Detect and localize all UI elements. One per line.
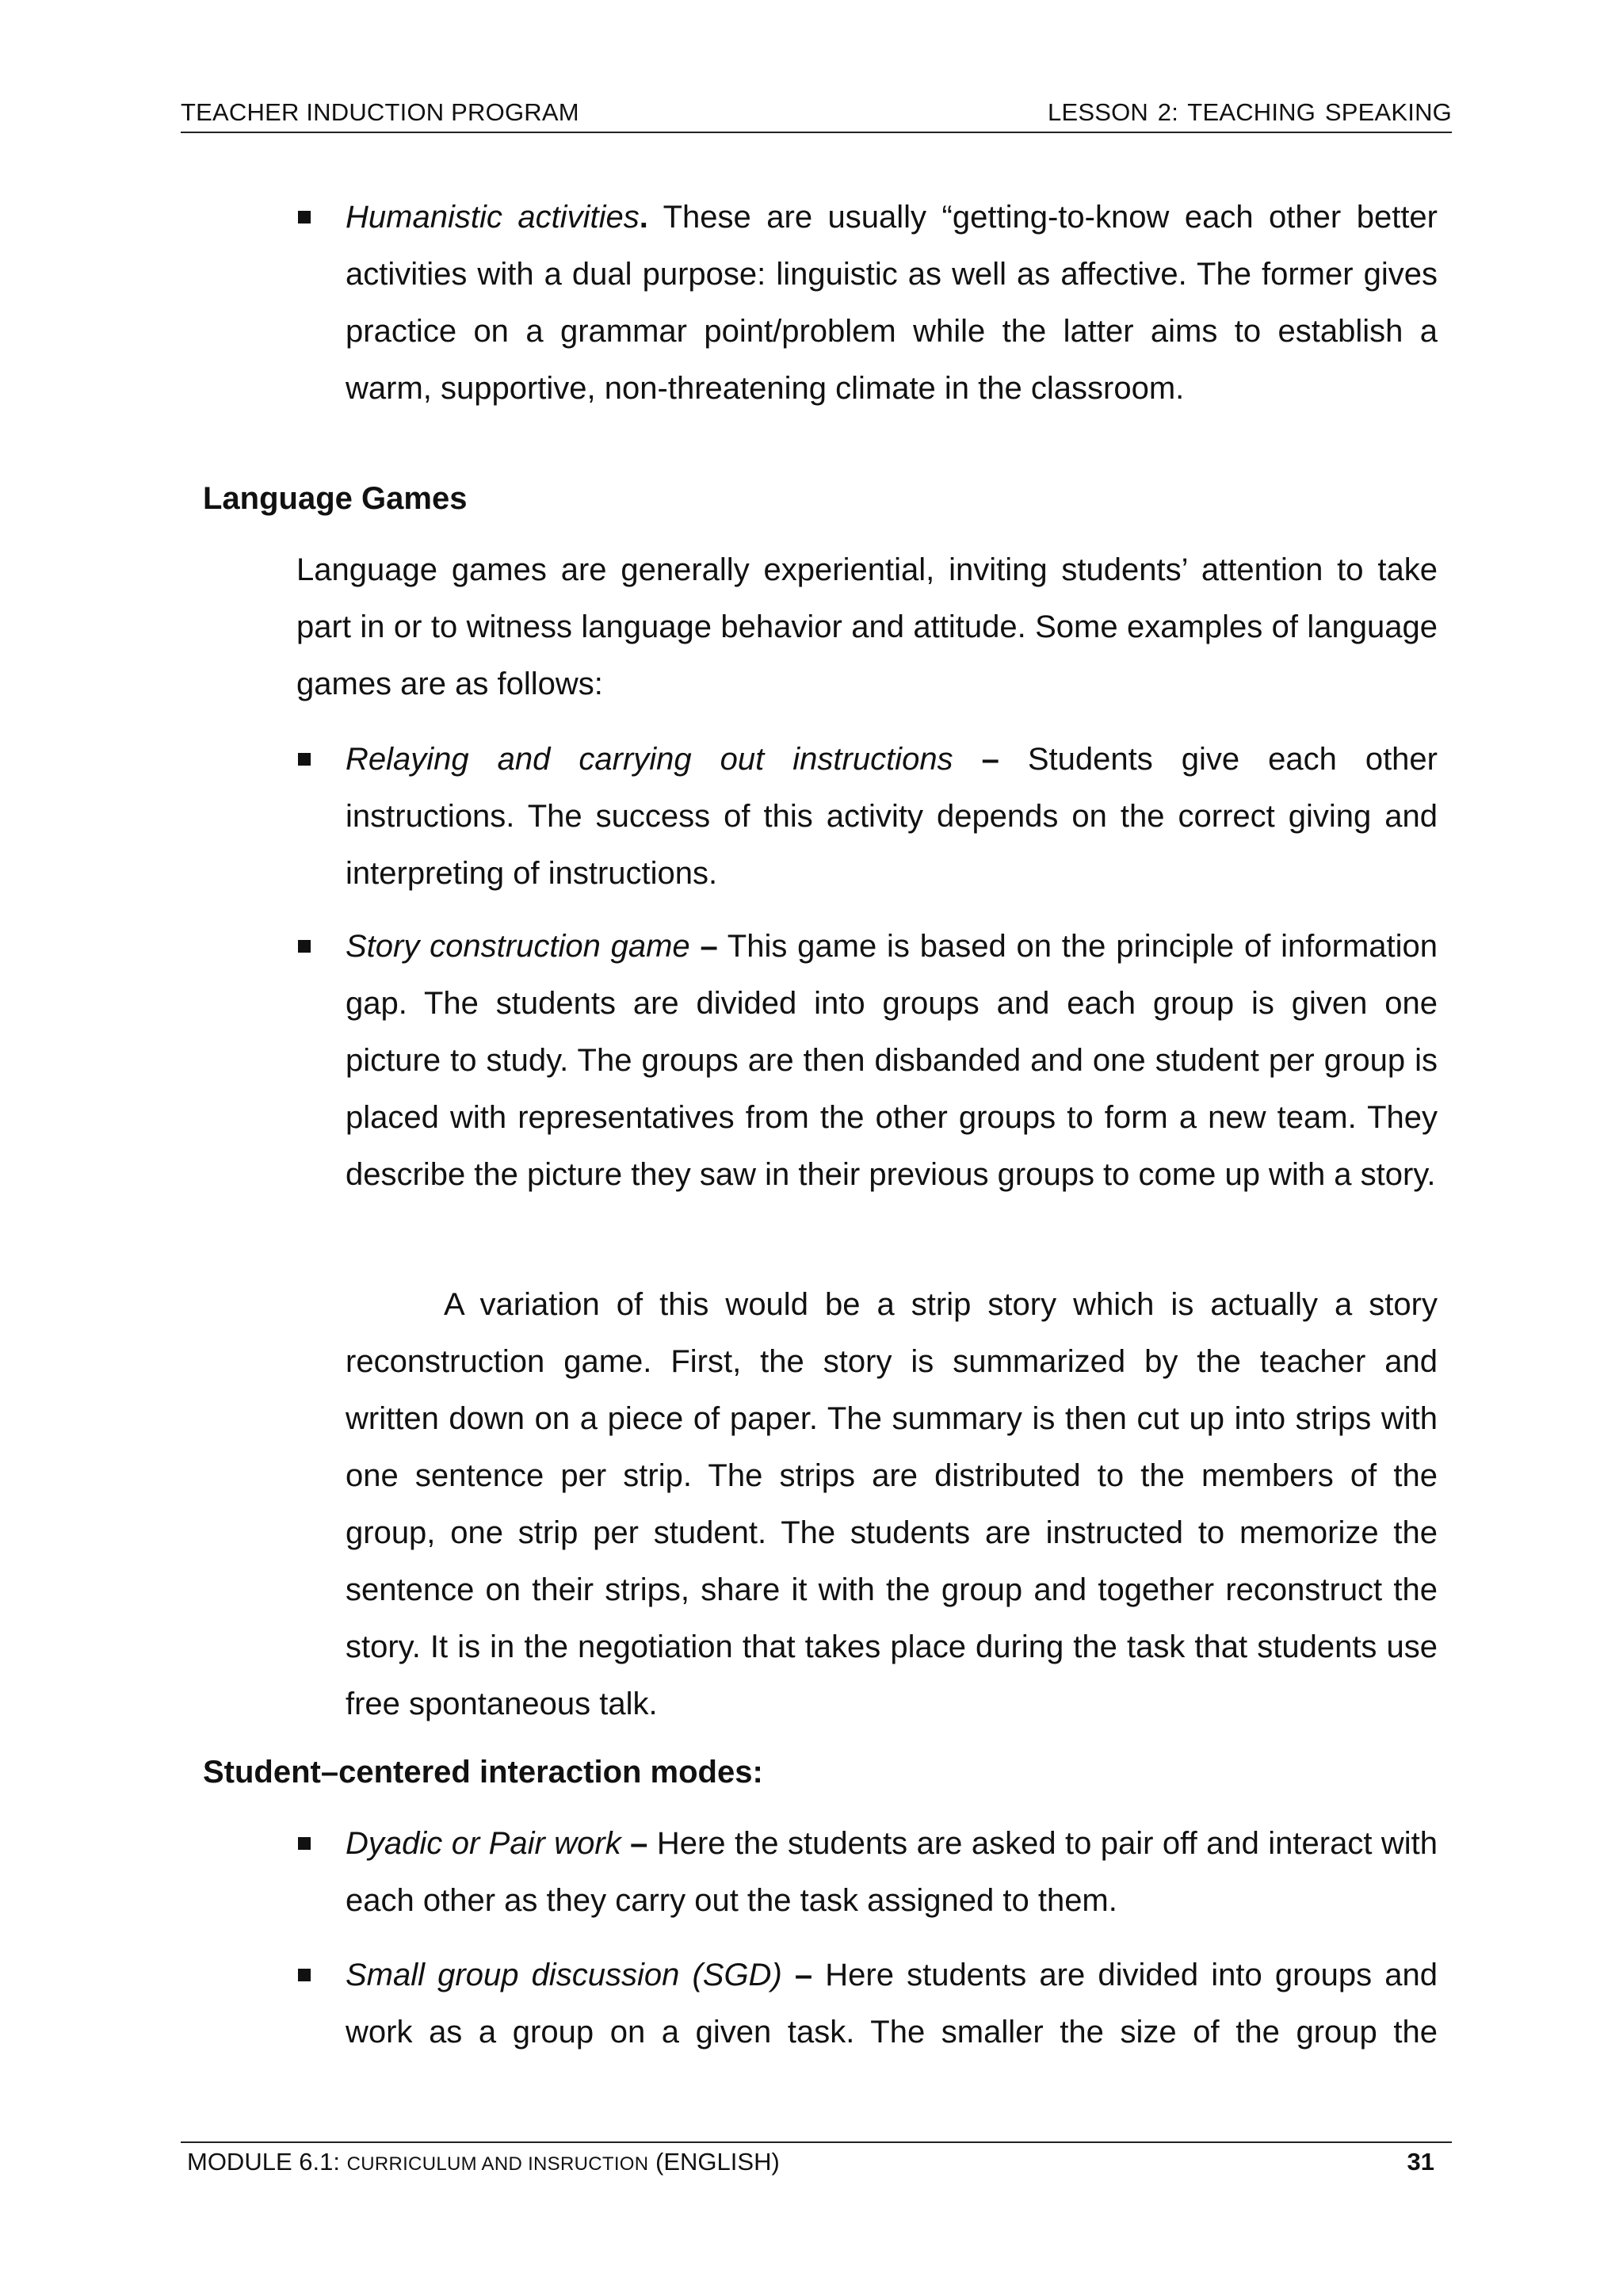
footer-course: CURRICULUM AND INSRUCTION bbox=[346, 2153, 649, 2175]
item-text: Students give each other instructions. The success of this activity depends on the correct giving and interpreting of instructions. bbox=[346, 742, 1438, 891]
list-item-story-construction bbox=[346, 918, 1438, 1203]
item-term: Small group discussion (SGD) bbox=[346, 1958, 782, 1992]
section-heading-language-games: Language Games bbox=[203, 481, 468, 516]
list-item-small-group-discussion bbox=[346, 1946, 1438, 2061]
list-item-pair-work bbox=[346, 1815, 1438, 1929]
page-header bbox=[181, 97, 1452, 133]
footer-subject: (ENGLISH) bbox=[648, 2148, 780, 2176]
item-dash: – bbox=[689, 929, 718, 964]
item-text: This game is based on the principle of information gap. The students are divided into groups and each group is given one picture to study. The groups are then disbanded and one student per group is placed with representatives from the other groups to form a new team. They describe the picture they saw in their previous groups to come up with a story. bbox=[346, 929, 1438, 1192]
footer-module-title bbox=[187, 2145, 780, 2182]
page-number: 31 bbox=[1407, 2148, 1434, 2176]
list-item-relaying bbox=[346, 731, 1438, 902]
item-text: Here students are divided into groups and work as a group on a given task. The smaller the size of the group the bbox=[346, 1958, 1438, 2050]
item-term: Relaying and carrying out instructions bbox=[346, 742, 953, 777]
footer-module: MODULE 6.1: bbox=[187, 2148, 347, 2176]
bullet-icon bbox=[298, 1969, 311, 1981]
humanistic-activities-item bbox=[346, 189, 1438, 417]
bullet-icon bbox=[298, 211, 311, 223]
header-lesson-title: LESSON 2: TEACHING SPEAKING bbox=[1048, 98, 1452, 126]
bullet-icon bbox=[298, 753, 311, 766]
language-games-intro: Language games are generally experiential, inviting students’ attention to take part in or to witness language behavior and attitude. Some examples of language games are as follows: bbox=[296, 552, 1438, 701]
bullet-icon bbox=[298, 1837, 311, 1850]
strip-story-variation: A variation of this would be a strip story which is actually a story reconstruction game. First, the story is summarized by the teacher and written down on a piece of paper. The summary is then cut up into strips with one sentence per strip. The strips are distributed to the members of the group, one strip per student. The students are instructed to memorize the sentence on their strips, share it with the group and together reconstruct the story. It is in the negotiation that takes place during the task that students use free spontaneous talk. bbox=[346, 1287, 1438, 1721]
bullet-icon bbox=[298, 940, 311, 953]
item-dash: – bbox=[953, 742, 999, 777]
item-term: Story construction game bbox=[346, 929, 690, 964]
item-dash: – bbox=[781, 1958, 813, 1992]
header-program-title: TEACHER INDUCTION PROGRAM bbox=[181, 98, 579, 126]
item-text: These are usually “getting-to-know each other better activities with a dual purpose: linguistic as well as affective. The former gives practice on a grammar point/problem while the latter aims to establish a warm, supportive, non-threatening climate in the classroom. bbox=[346, 200, 1438, 406]
section-heading-interaction-modes: Student–centered interaction modes: bbox=[203, 1755, 763, 1790]
item-term-punct: . bbox=[639, 200, 648, 235]
item-text: Here the students are asked to pair off and interact with each other as they carry out the task assigned to them. bbox=[346, 1826, 1438, 1918]
item-term: Humanistic activities bbox=[346, 200, 640, 235]
item-dash: – bbox=[621, 1826, 648, 1861]
item-term: Dyadic or Pair work bbox=[346, 1826, 621, 1861]
page-footer bbox=[181, 2141, 1452, 2181]
